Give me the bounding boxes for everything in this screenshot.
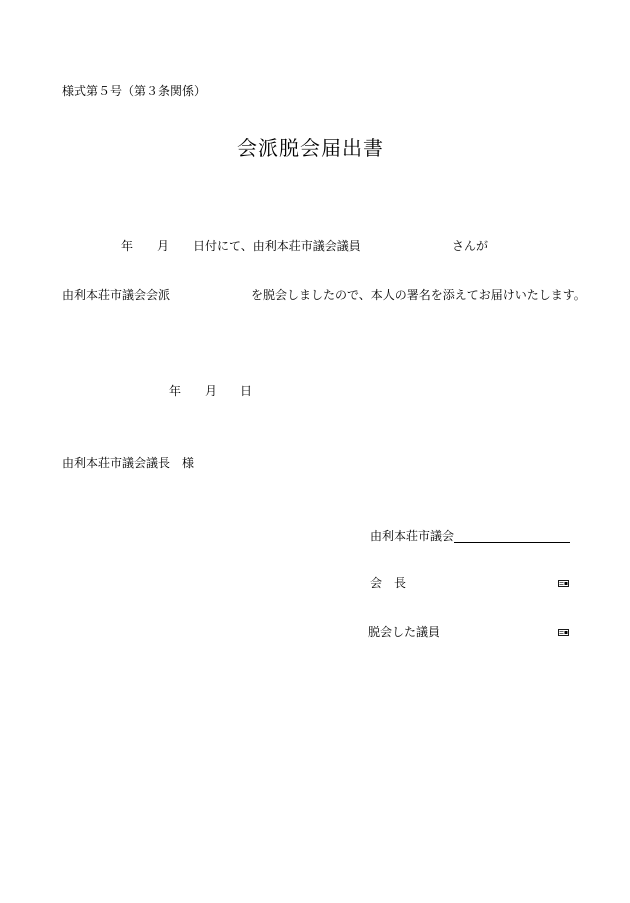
form-number: 様式第５号（第３条関係）	[62, 84, 207, 98]
date-year: 年	[169, 384, 182, 398]
line1-month: 月	[157, 239, 170, 253]
document-title: 会派脱会届出書	[237, 136, 384, 160]
line1-year: 年	[121, 239, 134, 253]
line2-prefix: 由利本荘市議会会派	[62, 288, 171, 302]
line1-san: さんが	[452, 239, 489, 253]
assembly-name: 由利本荘市議会	[370, 529, 455, 543]
member-label: 脱会した議員	[368, 625, 441, 639]
seal-icon	[558, 578, 569, 589]
date-day: 日	[240, 384, 253, 398]
line1-day-text: 日付にて、由利本荘市議会議員	[193, 239, 361, 253]
date-month: 月	[205, 384, 218, 398]
chair-label: 会 長	[370, 576, 407, 590]
line2-suffix: を脱会しましたので、本人の署名を添えてお届けいたします。	[251, 288, 586, 302]
addressee: 由利本荘市議会議長 様	[62, 456, 195, 470]
assembly-underline	[454, 542, 570, 543]
seal-icon	[558, 627, 569, 638]
